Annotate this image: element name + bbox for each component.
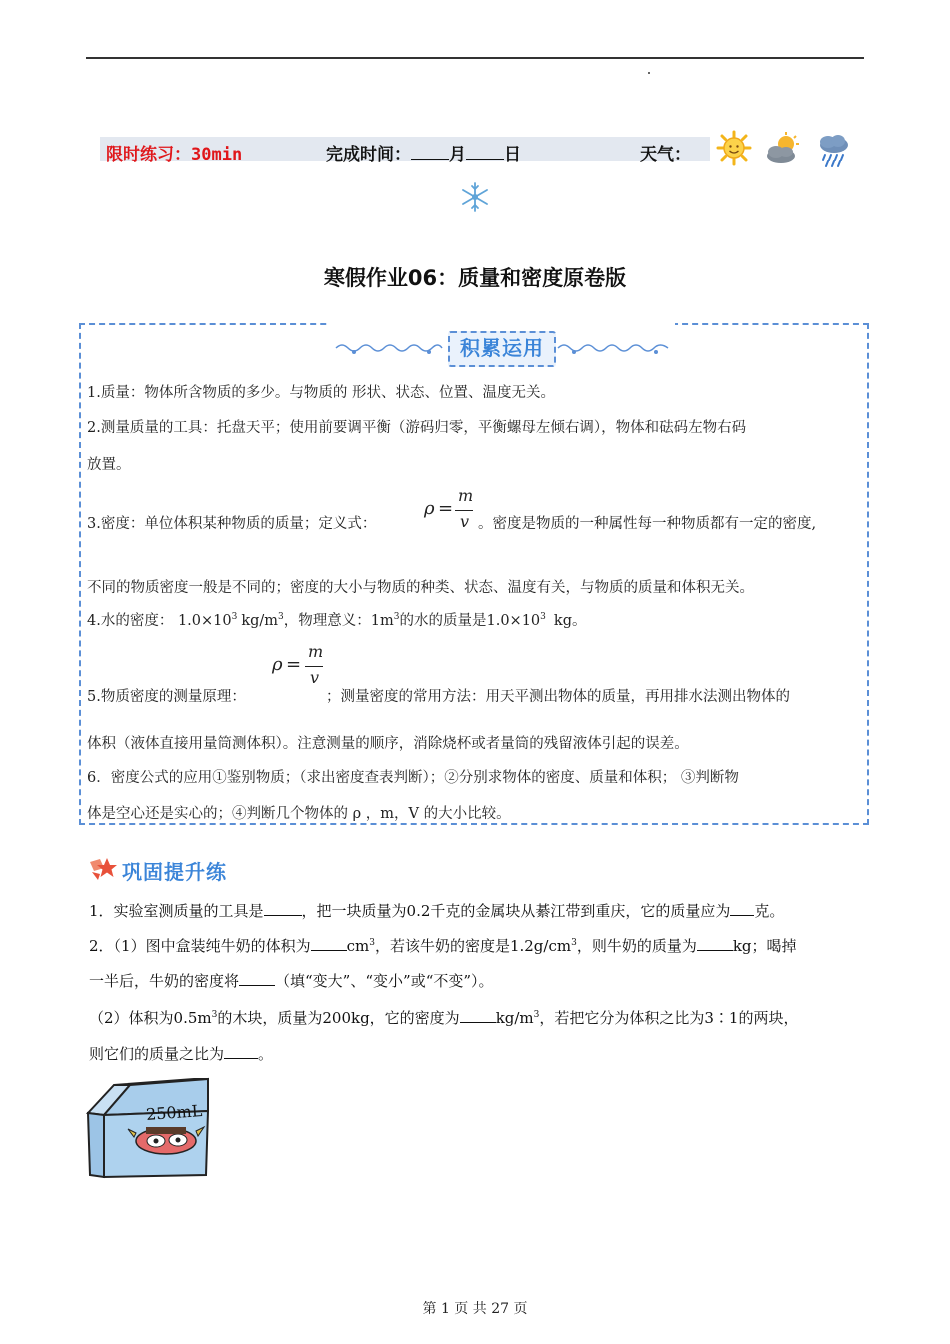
- wave-ornament-right-icon: [556, 338, 670, 358]
- month-label: 月: [449, 145, 466, 165]
- summary-item-5-cont: ；测量密度的常用方法：用天平测出物体的质量，再用排水法测出物体的: [326, 689, 790, 705]
- q2-text: 2．（1）图中盒装纯牛奶的体积为: [89, 937, 311, 955]
- partly-cloudy-icon: [764, 132, 804, 166]
- formula-rho: ρ: [272, 654, 283, 675]
- formula-eq: =: [438, 498, 454, 519]
- completion-time: [326, 140, 521, 165]
- question-2-1: [89, 935, 797, 956]
- formula-bar: [305, 666, 323, 667]
- page-title: 寒假作业06：质量和密度原卷版: [323, 266, 627, 290]
- summary-item-2: 2.测量质量的工具：托盘天平；使用前要调平衡（游码归零，平衡螺母左倾右调），物体和砝码左物右码: [87, 420, 747, 436]
- banner-gap: [330, 321, 675, 327]
- summary-item-3: 3.密度：单位体积某种物质的质量；定义式：: [87, 516, 377, 532]
- superscript: 3: [369, 938, 375, 948]
- snowflake-icon: [460, 182, 490, 212]
- section-title: 巩固提升练: [122, 860, 227, 884]
- star-ribbon-icon: [86, 856, 118, 882]
- summary-item-4: [87, 609, 586, 630]
- answer-blank[interactable]: [264, 902, 302, 916]
- answer-blank[interactable]: [730, 902, 754, 916]
- answer-blank[interactable]: [460, 1009, 496, 1023]
- superscript: 3: [211, 1010, 218, 1020]
- q3-text: （2）体积为0.5m: [89, 1009, 212, 1027]
- q1-text: 1．实验室测质量的工具是: [89, 902, 264, 920]
- q3-text-end: ，若把它分为体积之比为3∶1的两块，: [539, 1009, 799, 1027]
- wave-ornament-left-icon: [334, 338, 444, 358]
- q1-text-cont: ，把一块质量为0.2千克的金属块从綦江带到重庆，它的质量应为: [301, 902, 731, 920]
- sun-icon: [716, 130, 752, 166]
- formula-m: m: [308, 642, 324, 661]
- q2-line2-end: （填“变大”、“变小”或“不变”）。: [275, 972, 494, 990]
- q2-line2: 一半后，牛奶的密度将: [89, 972, 240, 990]
- month-blank: [411, 145, 449, 160]
- question-2-2-cont: [89, 1043, 273, 1064]
- summary-item-5-line2: 体积（液体直接用量筒测体积）。注意测量的顺序，消除烧杯或者量筒的残留液体引起的误差。: [87, 736, 689, 752]
- q1-text-end: 克。: [754, 902, 785, 920]
- milk-carton-image: [86, 1075, 216, 1179]
- day-blank: [466, 145, 504, 160]
- superscript: 3: [278, 612, 284, 622]
- summary-item-6: 6．密度公式的应用①鉴别物质；（求出密度查表判断）；②分别求物体的密度、质量和体积； ③判断物: [87, 770, 739, 786]
- superscript: 3: [231, 612, 238, 622]
- water-density-unit: kg/m: [241, 613, 279, 629]
- question-1: [89, 900, 784, 921]
- weather-label: 天气：: [640, 145, 691, 165]
- answer-blank[interactable]: [311, 937, 347, 951]
- q2-text-cont: ，若该牛奶的密度是1.2g/cm: [374, 937, 572, 955]
- summary-banner: 积累运用: [448, 331, 556, 367]
- answer-blank[interactable]: [239, 972, 275, 986]
- water-density-value: 4.水的密度： 1.0×10: [87, 613, 232, 629]
- formula-v: v: [460, 512, 470, 531]
- superscript: 3: [393, 612, 400, 622]
- q2-text-end: kg；喝掉: [732, 937, 797, 955]
- answer-blank[interactable]: [224, 1045, 258, 1059]
- density-formula: [424, 486, 480, 536]
- time-limit-label: 限时练习：30min: [106, 145, 243, 165]
- day-label: 日: [504, 145, 521, 165]
- summary-item-2-cont: 放置。: [87, 457, 131, 473]
- summary-item-3-line2: 不同的物质密度一般是不同的；密度的大小与物质的种类、状态、温度有关，与物质的质量和体积无关。: [87, 580, 754, 596]
- formula-rho: ρ: [424, 498, 435, 519]
- physical-meaning: ，物理意义：1m: [283, 613, 394, 629]
- completion-label: 完成时间：: [326, 145, 411, 165]
- header-dot: [648, 72, 650, 74]
- formula-eq: =: [286, 654, 302, 675]
- mass-unit: kg。: [553, 613, 587, 629]
- summary-item-3-cont: 。密度是物质的一种属性每一种物质都有一定的密度,: [478, 516, 817, 532]
- q3-line2: 则它们的质量之比为: [89, 1045, 225, 1063]
- rain-cloud-icon: [816, 133, 852, 167]
- q3-line2-end: 。: [258, 1045, 274, 1063]
- summary-item-6-cont: 体是空心还是实心的；④判断几个物体的 ρ ，m，V 的大小比较。: [87, 806, 511, 822]
- question-2-2: [89, 1007, 798, 1028]
- q3-text-cont: 的木块，质量为200kg，它的密度为: [217, 1009, 460, 1027]
- q2-unit: cm: [346, 937, 370, 955]
- physical-meaning-cont: 的水的质量是1.0×10: [399, 613, 541, 629]
- header-rule: [86, 57, 864, 59]
- answer-blank[interactable]: [697, 937, 733, 951]
- carton-volume-label: 250mL: [145, 1101, 203, 1124]
- summary-item-1: 1.质量：物体所含物质的多少。与物质的 形状、状态、位置、温度无关。: [87, 385, 555, 401]
- summary-item-5: 5.物质密度的测量原理：: [87, 689, 246, 705]
- formula-m: m: [458, 486, 474, 505]
- superscript: 3: [571, 938, 577, 948]
- page-footer: 第 1 页 共 27 页: [422, 1301, 528, 1317]
- superscript: 3: [540, 612, 546, 622]
- question-2-1-cont: [89, 970, 494, 991]
- q2-text-mass: ，则牛奶的质量为: [576, 937, 697, 955]
- formula-bar: [455, 510, 473, 511]
- superscript: 3: [533, 1010, 540, 1020]
- density-formula-2: [272, 642, 328, 692]
- q3-unit: kg/m: [495, 1009, 534, 1027]
- formula-v: v: [310, 668, 320, 687]
